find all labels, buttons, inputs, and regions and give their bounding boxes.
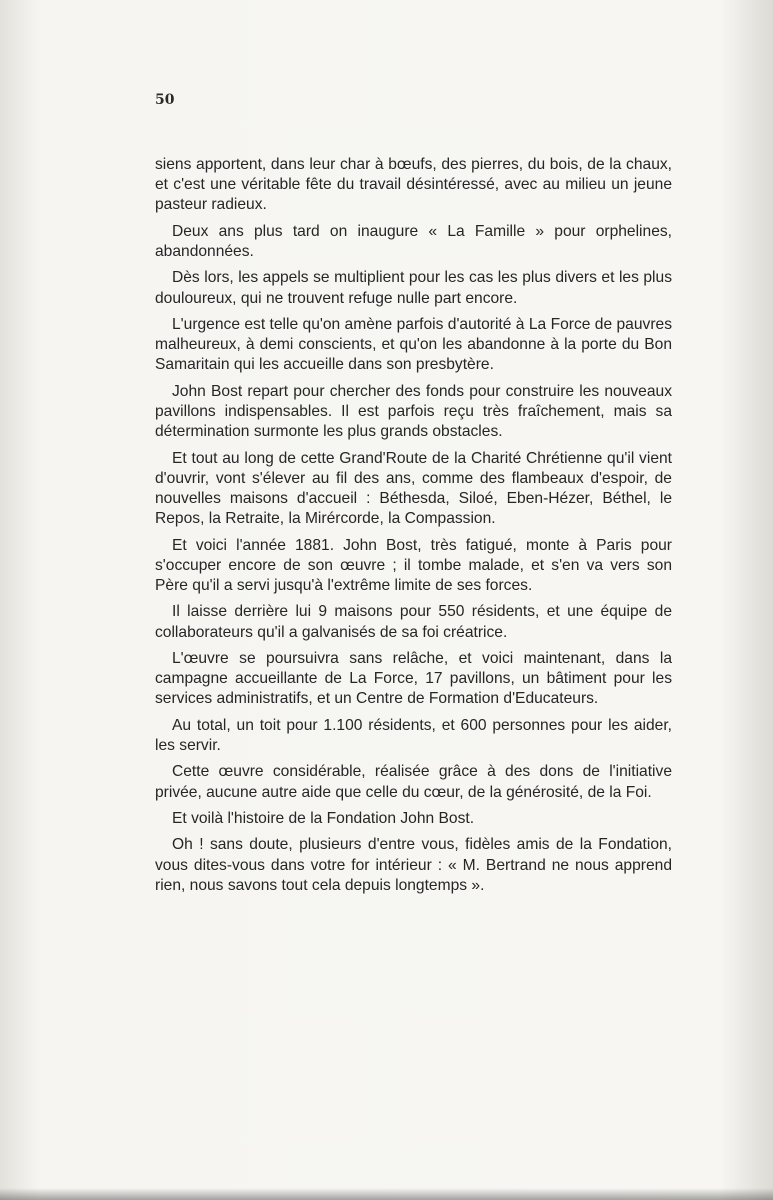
page-edge-shadow — [0, 1188, 773, 1200]
paragraph: Et voici l'année 1881. John Bost, très fatigué, monte à Paris pour s'occuper encore de son œuvre ; il tombe malade, et s'en va vers son Père qu'il a servi jusqu'à l'extrême limite de ses forces. — [155, 536, 672, 594]
paragraph: Il laisse derrière lui 9 maisons pour 550 résidents, et une équipe de collaborateurs qu'il a galvanisés de sa foi créatrice. — [155, 603, 672, 641]
paragraph: Deux ans plus tard on inaugure « La Famille » pour orphelines, abandonnées. — [155, 222, 672, 260]
paragraph: Oh ! sans doute, plusieurs d'entre vous, fidèles amis de la Fondation, vous dites-vous dans votre for intérieur : « M. Bertrand ne nous apprend rien, nous savons tout cela depuis longtemps ». — [155, 836, 672, 894]
paragraph: Et tout au long de cette Grand'Route de la Charité Chrétienne qu'il vient d'ouvrir, vont s'élever au fil des ans, comme des flambeaux d'espoir, de nouvelles maisons d'accueil : Béthesda, Siloé, Eben-Hézer, Béthel, le Repos, la Retraite, la Mirércorde, la Compassion. — [155, 449, 672, 528]
paragraph: John Bost repart pour chercher des fonds pour construire les nouveaux pavillons indispensables. Il est parfois reçu très fraîchement, mais sa détermination surmonte les plus grands obstacles. — [155, 382, 672, 441]
paragraph: Dès lors, les appels se multiplient pour les cas les plus divers et les plus douloureux, qui ne trouvent refuge nulle part encore. — [155, 269, 672, 307]
paragraph: L'urgence est telle qu'on amène parfois d'autorité à La Force de pauvres malheureux, à demi conscients, et qu'on les abandonne à la porte du Bon Samaritain qui les accueille dans son presbytère. — [155, 315, 672, 374]
paragraph: L'œuvre se poursuivra sans relâche, et voici maintenant, dans la campagne accueillante de La Force, 17 pavillons, un bâtiment pour les services administratifs, et un Centre de Formation d'Educateurs. — [155, 649, 672, 708]
body-text — [155, 155, 672, 902]
page-number: 50 — [155, 92, 175, 108]
paragraph: Et voilà l'histoire de la Fondation John Bost. — [172, 809, 475, 827]
paragraph: siens apportent, dans leur char à bœufs, des pierres, du bois, de la chaux, et c'est une véritable fête du travail désintéressé, avec au milieu un jeune pasteur radieux. — [155, 156, 672, 214]
paragraph: Cette œuvre considérable, réalisée grâce à des dons de l'initiative privée, aucune autre aide que celle du cœur, de la générosité, de la Foi. — [155, 763, 672, 801]
paragraph: Au total, un toit pour 1.100 résidents, et 600 personnes pour les aider, les servir. — [155, 716, 672, 754]
